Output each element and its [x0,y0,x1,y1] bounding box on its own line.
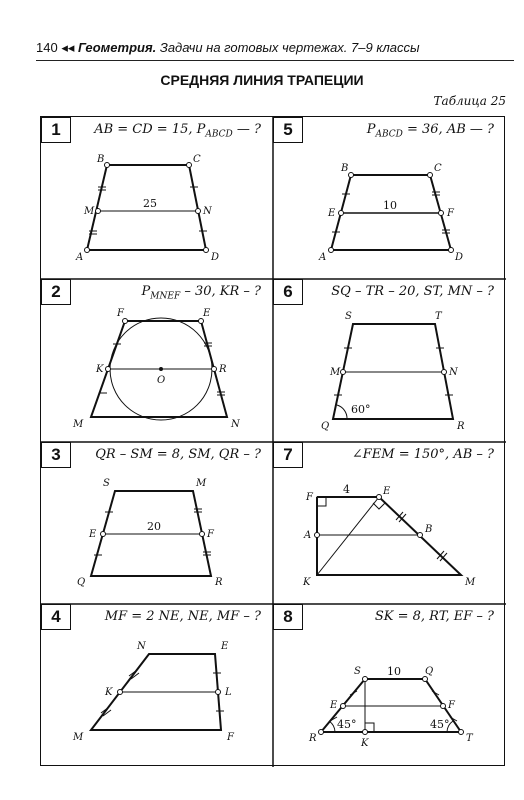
trapezoid-figure [41,117,273,279]
figure-label: F [447,208,454,219]
figure-label: N [137,641,146,652]
figure-label: C [434,163,442,174]
figure-label: R [215,577,223,588]
figure-label: S [103,478,110,489]
problem-number: 3 [41,442,71,468]
figure-label: K [96,364,104,375]
book-title: Геометрия. [78,40,157,55]
figure-label: Q [77,577,86,588]
problem-number: 1 [41,117,71,143]
figure-label: E [328,208,336,219]
figure-label: N [449,367,458,378]
problem-task: SK = 8, RT, EF – ? [374,609,494,624]
problem-5 [273,117,506,279]
label-M: M [84,206,95,217]
figure-label: M [465,577,476,588]
problem-6 [273,279,506,442]
figure-label: E [221,641,229,652]
figure-label: F [207,529,214,540]
trapezoid-with-circle-figure [41,279,273,442]
problem-task: ∠FEM = 150°, AB – ? [351,447,494,462]
figure-label: E [89,529,97,540]
figure-label: K [361,738,369,749]
problem-number: 8 [273,604,303,630]
figure-label: R [309,733,317,744]
figure-label: F [117,308,124,319]
figure-label: M [196,478,207,489]
figure-label: B [341,163,349,174]
figure-label: Q [425,666,434,677]
figure-label: 10 [387,665,401,678]
label-A: A [76,252,84,263]
figure-label: R [457,421,465,432]
label-D: D [211,252,220,263]
figure-label: L [225,687,232,698]
problem-number: 5 [273,117,303,143]
label-B: B [97,154,105,165]
figure-label: O [157,375,166,386]
figure-label: 45° [337,718,357,731]
figure-label: S [345,311,352,322]
problem-1 [41,117,273,279]
problem-task: $P_{ABCD} = 36$, AB — ? [366,122,494,140]
problem-8 [273,604,506,767]
trapezoid-figure [41,442,273,604]
figure-label: S [354,666,361,677]
figure-label: K [105,687,113,698]
header-rule [36,60,514,61]
table-label: Таблица 25 [433,94,506,108]
problem-number: 7 [273,442,303,468]
figure-label: A [319,252,327,263]
problem-4 [41,604,273,767]
figure-label: E [383,486,391,497]
problem-task: AB = CD = 15, $P_{ABCD}$ — ? [94,122,261,140]
figure-label: T [466,733,473,744]
page-header [36,40,420,56]
figure-label: E [330,700,338,711]
figure-label: M [330,367,341,378]
book-subtitle: Задачи на готовых чертежах. 7–9 классы [159,40,420,55]
figure-label: 4 [343,483,350,496]
figure-label: 45° [430,718,450,731]
figure-label: N [231,419,240,430]
problem-number: 4 [41,604,71,630]
figure-label: 20 [147,520,161,533]
trapezoid-figure [273,117,506,279]
problem-7 [273,442,506,604]
header-separator-icon: ◂◂ [61,40,78,55]
label-N: N [203,206,212,217]
label-C: C [193,154,201,165]
figure-label: B [425,524,433,535]
figure-label: M [73,419,84,430]
figure-label: M [73,732,84,743]
trapezoid-figure [273,604,506,767]
problem-2 [41,279,273,442]
figure-label: K [303,577,311,588]
problem-number: 6 [273,279,303,305]
figure-label: D [455,252,464,263]
trapezoid-figure [273,442,506,604]
figure-label: T [435,311,442,322]
problem-number: 2 [41,279,71,305]
figure-label: F [448,700,455,711]
figure-label: 60° [351,403,371,416]
figure-label: R [219,364,227,375]
problems-table [40,116,505,766]
trapezoid-figure [41,604,273,767]
problem-task: $P_{MNEF} - 30$, KR – ? [141,284,261,302]
problem-task: MF = 2 NE, NE, MF – ? [104,609,261,624]
figure-label: A [304,530,312,541]
figure-label: 10 [383,199,397,212]
problem-task: QR – SM = 8, SM, QR – ? [95,447,261,462]
figure-label: Q [321,421,330,432]
problem-3 [41,442,273,604]
figure-label: F [306,492,313,503]
figure-label: F [227,732,234,743]
page-number: 140 [36,40,58,55]
section-title: СРЕДНЯЯ ЛИНИЯ ТРАПЕЦИИ [160,72,364,88]
figure-label: E [203,308,211,319]
problem-task: SQ – TR – 20, ST, MN – ? [331,284,494,299]
midline-value: 25 [143,197,157,210]
trapezoid-figure [273,279,506,442]
